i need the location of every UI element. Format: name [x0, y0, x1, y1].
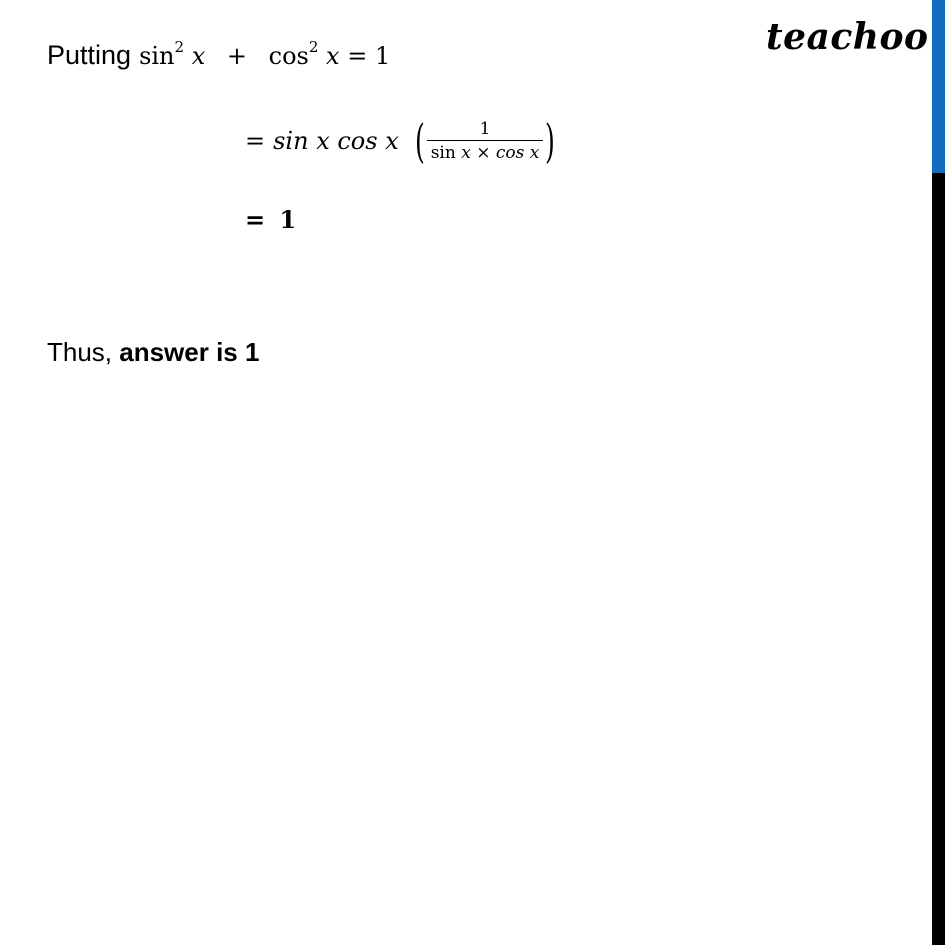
plus-sign: + [226, 42, 247, 70]
result-line [245, 205, 296, 234]
fraction-denominator [427, 140, 544, 163]
equals-sign: = [245, 127, 266, 155]
cos-exponent: 2 [308, 38, 319, 56]
substitution-line [245, 114, 559, 168]
answer-text: answer is 1 [119, 337, 260, 367]
reciprocal-fraction [427, 120, 544, 163]
sin-var: x [191, 42, 206, 70]
identity-expression [139, 38, 391, 70]
identity-line [47, 40, 390, 71]
den-var: x [461, 142, 471, 163]
equals-sign: = [245, 205, 266, 234]
putting-label: Putting [47, 40, 132, 70]
cos-fn: cos [268, 42, 309, 70]
identity-rhs: 1 [374, 42, 391, 70]
den-sin: sin [430, 142, 462, 163]
sin-fn: sin [139, 42, 175, 70]
teachoo-logo: teachoo [766, 16, 929, 58]
right-paren: ) [545, 114, 556, 168]
sin-exponent: 2 [174, 38, 185, 56]
conclusion-lead: Thus, [47, 337, 120, 367]
left-paren: ( [414, 114, 425, 168]
den-times: × [470, 142, 496, 163]
product-expression: sin x cos x [273, 127, 399, 155]
den-cos: cos x [495, 142, 540, 163]
sidebar-accent [932, 0, 945, 173]
fraction-numerator: 1 [479, 118, 491, 139]
right-sidebar-bar [932, 0, 945, 945]
result-value: 1 [279, 205, 297, 234]
equals-sign: = [347, 42, 368, 70]
conclusion-text [47, 337, 259, 368]
cos-var: x [326, 42, 340, 70]
